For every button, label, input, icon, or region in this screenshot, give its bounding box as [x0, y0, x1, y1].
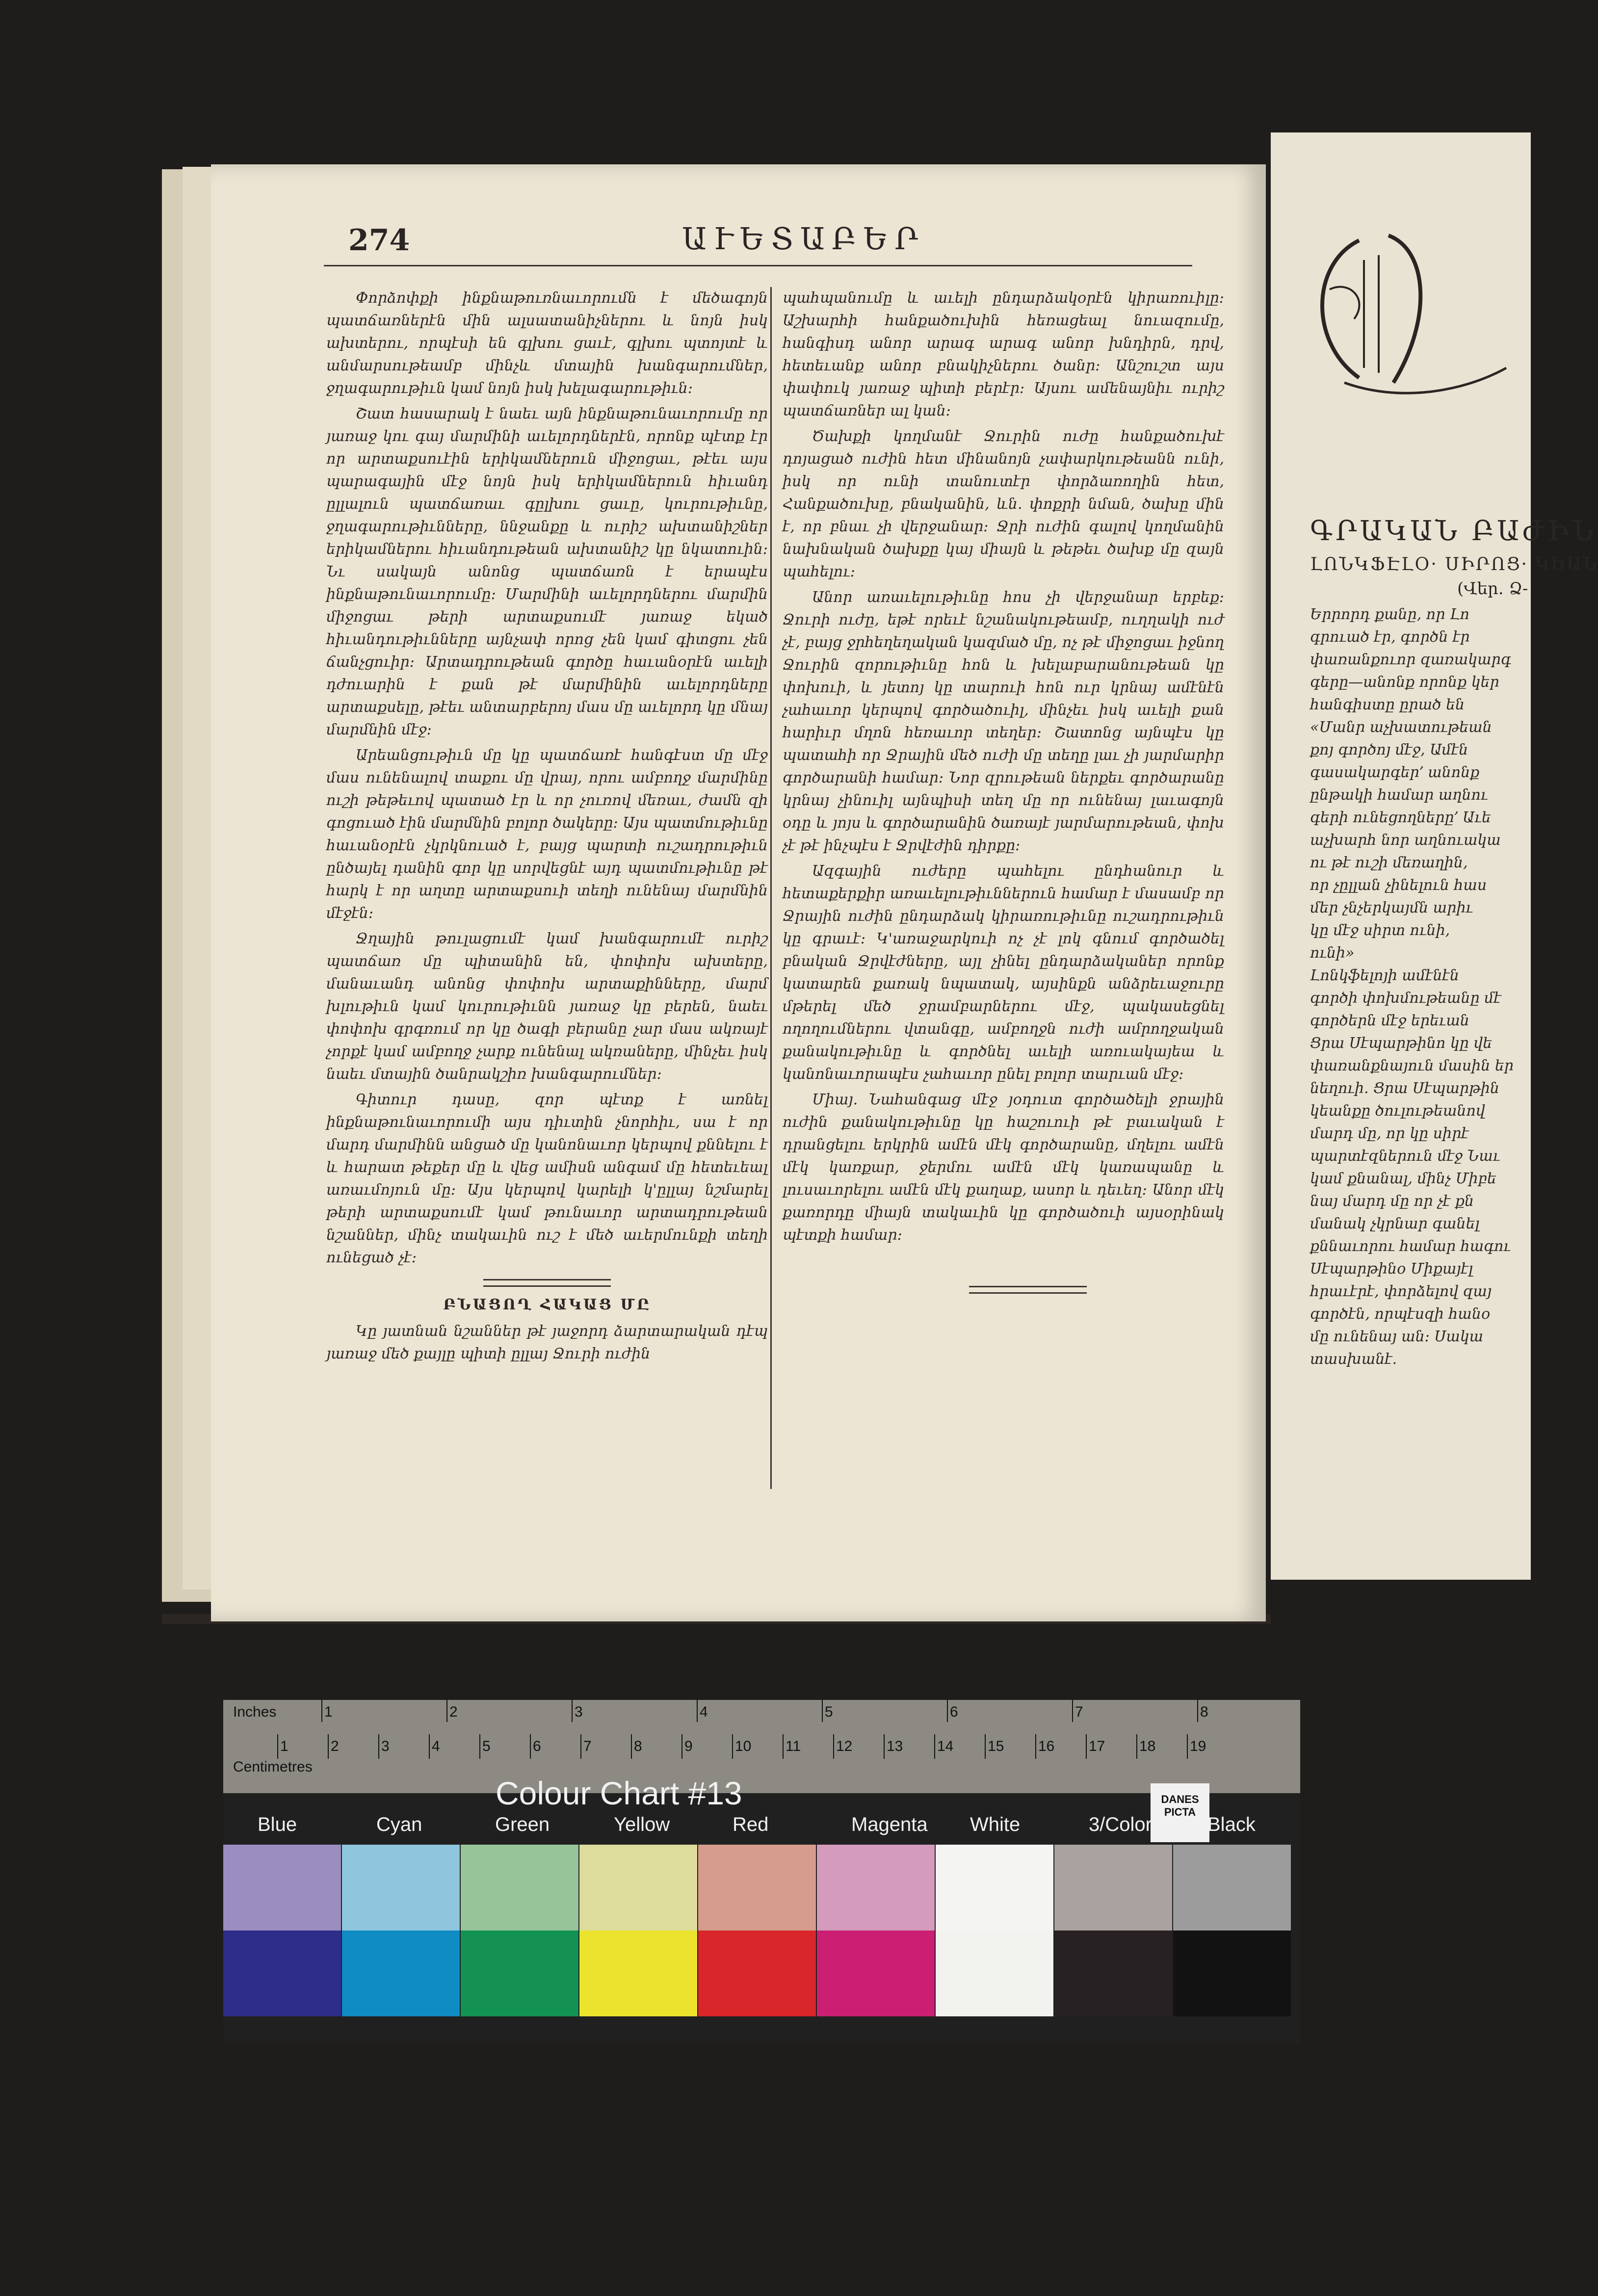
cm-number: 16: [1038, 1738, 1055, 1754]
inch-number: 5: [825, 1704, 833, 1720]
brand-logo: DANES PICTA: [1151, 1783, 1209, 1842]
cm-number: 10: [735, 1738, 752, 1754]
right-paragraph: պահպանումը և աւելի ընդարձակօրէն կիրառուիլը։ Աշխարհի հանքածուխին հեռացեալ նուազումը, հանգիսդ անոր արագ արագ անոր խնդիրն, դրվ, հետեւանք անոր բնակիչներու ծանր։ Անշուշտ այս փափուկ յառաջ պիտի բերէր։ Այսու ամենայնիւ ուրիշ պատճառներ ալ կան։: [783, 289, 1224, 419]
swatch-yellow-light: [579, 1845, 697, 1931]
inch-tick: [1072, 1700, 1073, 1722]
column-divider: [770, 287, 772, 1489]
cm-tick: [479, 1734, 480, 1759]
cm-number: 15: [988, 1738, 1004, 1754]
swatch-label: Green: [495, 1814, 550, 1835]
next-page-line: փառանքնայուն մասին եր: [1310, 1057, 1514, 1074]
page-number: 274: [348, 223, 410, 258]
cm-tick: [1136, 1734, 1137, 1759]
lyre-emblem-icon: [1300, 221, 1516, 407]
inches-label: Inches: [233, 1704, 277, 1720]
header-rule: [324, 265, 1192, 266]
inch-tick: [572, 1700, 573, 1722]
next-page-line: Ցրա Սէպարթինո կը վե: [1310, 1035, 1493, 1052]
inch-tick: [321, 1700, 322, 1722]
left-paragraph: Ջղային թուլացումէ կամ խանգարումէ ուրիշ պատճառ մը պիտանին են, փոփոխ ախտերը, մանաւանդ անոնց փոփոխ արտաքինները, մարմ խլութիւն կամ կուրութիւնն յառաջ կը բերեն, նաեւ փոփոխ գրգռում որ կը ծագի բերանը չար մաս ակռայէ չորքէ կամ ամբողջ չարք ունենալ ակռաները, մինչեւ իսկ նաեւ մտային ծանրակշիռ խանգարումներ։: [326, 930, 768, 1083]
swatch-label: 3/Color: [1089, 1814, 1152, 1835]
cm-number: 2: [331, 1738, 339, 1754]
colour-chart: [223, 1700, 1300, 2043]
swatch-three-color-light: [1054, 1845, 1172, 1931]
next-page: [1271, 132, 1598, 1580]
swatch-label: Yellow: [614, 1814, 670, 1835]
inch-number: 1: [324, 1704, 333, 1720]
next-page-line: մարդ մը, որ կը սիրէ: [1310, 1125, 1469, 1142]
next-page-line: նեղուի. Ցրա Սէպարթին: [1310, 1080, 1499, 1097]
next-page-line: Սէպարթինօ Միքայէլ: [1310, 1260, 1473, 1278]
next-page-line: որ չըլլան չինելուն հաս: [1310, 877, 1487, 894]
swatch-blue: [223, 1931, 341, 2016]
cm-tick: [985, 1734, 986, 1759]
right-paragraph: Ազգային ուժերը պահելու ընդհանուր և հետաքերքիր առաւելութիւններուն համար է մասամբ որ Ջրային ուժին ընդարձակ կիրառութիւնը ուշադրութիւն կը գրաւէ։ Կ'առաջարկուի ոչ չէ լոկ գնում գործածել բնական Ջրվէժները, այլ չինել ընդարձականեր որոնք կատարեն քառակ նպատակ, այսինքն անձրեւաջուրը մթերել մեծ ջրամբարներու մէջ, պակասեցնել ողողումներու վտանգը, ամբողջն ուժի ամրողջական քանակութիւնը և գործնել աւելի առուակայեա և կանոնաւորապէս չահաւոր ընել բոլոր տարւան մէջ։: [783, 862, 1224, 1083]
next-page-line: ունի»: [1310, 944, 1355, 962]
cm-tick: [328, 1734, 329, 1759]
cm-tick: [681, 1734, 682, 1759]
next-page-line: գործէն, որպէսզի հանօ: [1310, 1305, 1491, 1323]
section-title: ԲՆԱՑՈՂ ՀԱԿԱՑ ՄԸ: [443, 1296, 651, 1313]
centimetres-label: Centimetres: [233, 1759, 313, 1775]
chart-title: Colour Chart #13: [496, 1775, 742, 1811]
swatch-label: Black: [1207, 1814, 1256, 1835]
next-page-line: կը մէջ սիրտ ունի,: [1310, 922, 1450, 939]
cm-number: 1: [280, 1738, 288, 1754]
inch-number: 4: [700, 1704, 708, 1720]
inch-tick: [697, 1700, 698, 1722]
cm-number: 4: [432, 1738, 440, 1754]
section-heading: ԳՐԱԿԱՆ ԲԱԺԻՆ: [1310, 515, 1597, 547]
swatch-cyan-light: [342, 1845, 460, 1931]
swatch-label: Cyan: [376, 1814, 422, 1835]
next-page-line: մը ունենայ ան։ Սակա: [1310, 1328, 1484, 1345]
next-page-line: կեանքը ծուլութեանով: [1310, 1102, 1485, 1120]
cm-number: 19: [1190, 1738, 1206, 1754]
next-page-line: մանակ չկրնար գանել: [1310, 1215, 1480, 1232]
next-page-line: գործի փոխմութեանը մէ: [1310, 990, 1501, 1007]
right-paragraph: Ծախքի կողմանէ Ջուրին ուժը հանքածուխէ դոյացած ուժին հետ մինանոյն չափարկութեանն ունի, իսկ որ ունի տանուտէր փորձառողին հետ, Հանքածուխը, բնականին, ևն. փոքրի նման, ծախը մին է, որ բնաւ չի վերջանար։ Ջրի ուժին գալով կողմանին նախնական ծախքը կայ միայն և թեթեւ ծախք մը զայն պահելու։: [783, 428, 1224, 580]
swatch-white: [936, 1931, 1053, 2016]
next-page-line: Երրորդ քանը, որ Լո: [1310, 606, 1470, 623]
cm-tick: [1086, 1734, 1087, 1759]
swatch-black-light: [1173, 1845, 1291, 1931]
next-page-line: գործերն մէջ երեւան: [1310, 1012, 1469, 1029]
cm-tick: [1187, 1734, 1188, 1759]
end-rule: [969, 1286, 1087, 1294]
inch-number: 6: [950, 1704, 958, 1720]
book-page: [211, 164, 1266, 1621]
cm-tick: [631, 1734, 632, 1759]
cm-number: 12: [836, 1738, 853, 1754]
right-paragraph: Միայ. Նահանգաց մէջ յօդուտ գործածելի ջրային ուժին քանակութիւնը կը հաշուուի թէ բաւական է դրանցելու երկրին ամէն մէկ գործարանը, մղելու ամէն մէկ կառքար, ջերմու ամէն մէկ կառապանը և լուսաւորելու ամէն մէկ քաղաք, ասոր և դեւեղ։ Անոր մէկ քառորդը միայն տակաւին կը գործածուի այսօրինակ պէտքի համար։: [783, 1091, 1224, 1244]
cm-tick: [934, 1734, 935, 1759]
next-page-line: հրաւէրէ, փորձելով զայ: [1310, 1283, 1492, 1300]
cm-number: 14: [937, 1738, 954, 1754]
next-page-line: պարտէզներուն մէջ Նաւ: [1310, 1148, 1500, 1165]
next-page-line: ընթակի համար աղնու: [1310, 786, 1488, 804]
cm-tick: [884, 1734, 885, 1759]
swatch-label: Blue: [258, 1814, 297, 1835]
swatch-label: White: [970, 1814, 1021, 1835]
swatch-yellow: [579, 1931, 697, 2016]
swatch-magenta-light: [817, 1845, 935, 1931]
swatch-label: Red: [733, 1814, 769, 1835]
next-page-line: աչխարհ նոր աղնուակա: [1310, 832, 1501, 849]
next-page-body: [1310, 603, 1555, 1371]
article-byline: ԼՈՆԿՖԷԼՕ· ՍԻՐՈՑ· ԿԵԱՆ: [1310, 554, 1598, 574]
next-page-line: տասխանէ.: [1310, 1351, 1397, 1368]
inch-tick: [1197, 1700, 1198, 1722]
cm-tick: [783, 1734, 784, 1759]
swatch-magenta: [817, 1931, 935, 2016]
next-page-line: գասակարգեր՚ անոնք: [1310, 764, 1480, 781]
next-page-line: գերը—անոնք որոնք կեր: [1310, 674, 1499, 691]
cm-number: 7: [583, 1738, 592, 1754]
left-column: [326, 287, 768, 1368]
cm-number: 5: [482, 1738, 491, 1754]
left-paragraph: Շատ հասարակ է նաեւ այն ինքնաթունաւորումը որ յառաջ կու գայ մարմինի աւելորդներէն, որոնք պէտք էր որ արտաքսուէին երիկամներուն միջոցաւ, թէեւ այս պարագային մէջ նոյն իսկ երիկամներուն հիւանդ ըլլալուն պատճառաւ գըլխու ցաւը, կուրութիւնը, ջղագարութիւնները, ննջանքը և ուրիշ ախտանիշներ երիկամներու հիւանդութեան ախտանիշ կը նկատուին։ Նւ սակայն անոնց պատճառն է երապէս ինքնաթունաւորումը։ Մարմինի աւելորդներու մարմին միջոցաւ թերի արտաքսումէ յառաջ եկած հիւանդութիւնները այնչափ որոց չեն կամ գիտցու չեն ճանչցուիր։ Արտադրութեան գործը հաւանօրէն աւելի դժուարին է քան թէ մարմինին աւելորդները արտաքսելը, թէեւ անտարբերոյ մաս մը աւելորդ կը մնայ մարմնին մէջ։: [326, 405, 768, 738]
swatch-three-color: [1054, 1931, 1172, 2016]
inch-number: 7: [1075, 1704, 1083, 1720]
inch-number: 2: [449, 1704, 458, 1720]
swatch-green: [461, 1931, 578, 2016]
swatch-black: [1173, 1931, 1291, 2016]
cm-number: 18: [1139, 1738, 1156, 1754]
next-page-line: «Մանր աչխատութեան: [1310, 719, 1492, 736]
next-page-line: գրուած էր, գործն էր: [1310, 628, 1470, 646]
inch-tick: [446, 1700, 447, 1722]
inch-number: 3: [575, 1704, 583, 1720]
inch-tick: [822, 1700, 823, 1722]
swatch-cyan: [342, 1931, 460, 2016]
swatch-blue-light: [223, 1845, 341, 1931]
next-page-line: հանգիստը ըրած են: [1310, 696, 1465, 713]
inch-number: 8: [1200, 1704, 1208, 1720]
running-head: ԱՒԵՏԱԲԵՐ: [682, 221, 925, 257]
swatch-white: [936, 1845, 1053, 1931]
cm-tick: [580, 1734, 581, 1759]
cm-number: 11: [786, 1738, 801, 1754]
next-page-line: քննաւորու համար հագու: [1310, 1238, 1511, 1255]
swatch-red-light: [698, 1845, 816, 1931]
swatch-red: [698, 1931, 816, 2016]
cm-number: 17: [1089, 1738, 1105, 1754]
ruler: [223, 1700, 1300, 1793]
cm-tick: [378, 1734, 379, 1759]
next-page-line: Լոնկֆելոյի ամէնէն: [1310, 967, 1459, 984]
left-paragraph: Արեանցութիւն մը կը պատճառէ հանգէստ մը մէջ մաս ունենալով տաքու մը վրայ, որու ամբողջ մարմինը ուշի թեթեւով պատած էր և որ չուռով մեռաւ, ժամն զի գոցուած էին մարմնին բոլոր ծակերը։ Այս պատմութիւնը հաւանօրէն չկրկնուած է, բայց պարտի ուշադրութիւն ընծայել դանին գոր կը սորվեցնէ այդ պատմութիւնը թէ հարկ է որ աղտը արտաքսուի տեղի ունենայ մարմնին մէջէն։: [326, 747, 768, 922]
cm-number: 6: [533, 1738, 541, 1754]
section-paragraph: Կը յատնան նշաններ թէ յաջորդ ձարտարական դէպ յառաջ մեծ քայլը պիտի ըլլայ Ջուրի ուժին: [326, 1323, 768, 1362]
section-rule: [483, 1279, 611, 1287]
cm-number: 8: [634, 1738, 642, 1754]
swatch-green-light: [461, 1845, 578, 1931]
right-paragraph: Անոր առաւելութիւնը հոս չի վերջանար երբեք։ Ջուրի ուժը, եթէ որեւէ նշանակութեամբ, ուղղակի ուժ չէ, բայց ջրհեղեղական կազմած մը, ոչ թէ միջոցաւ իջնող Ջուրին զորութիւնը հոն և խելաբարանութեան կը փոխուի, և յետոյ կը տարուի հոն ուր կրնայ ամէնէն չահաւոր կերպով գործածուիլ, մինչեւ իսկ աւելի քան հարիւր մղոն հեռաւոր տեղեր։ Շատոնց այնպէս կը պատահի որ Ջրային մեծ ուժի մը տեղը լաւ չի յարմարիր գործարանի համար։ Նոր զրութեան ներքեւ գործարանը կրնայ չինուիլ այնպիսի տեղ մը որ ունենայ լաւագոյն օդը և յոյս և գործարանին ծառայէ յարմարութեան, փոխ չէ թէ ինչպէս է Ջրվէժին դիրքը։: [783, 589, 1224, 854]
swatch-label: Magenta: [851, 1814, 928, 1835]
cm-tick: [277, 1734, 278, 1759]
cm-tick: [429, 1734, 430, 1759]
right-column: [783, 287, 1224, 1294]
inch-tick: [947, 1700, 948, 1722]
next-page-line: կամ քնանալ, մինչ Միբե: [1310, 1170, 1496, 1187]
next-page-line: գերի ունեցողները՚ Աւե: [1310, 809, 1491, 826]
cm-tick: [1035, 1734, 1036, 1759]
next-page-line: փառանքուոր զառակարգ: [1310, 651, 1511, 668]
left-paragraph: Փորձոփքի ինքնաթուռնաւորումն է մեծագոյն պատճառներէն մին ալսատանիչներու և նոյն իսկ ախտերու, որպէսի են գլխու ցաւէ, գլխու պտոյտէ և անմարսութեամբ մինչև մտային խանգարումներ, ջղագարութիւն կամ նոյն իսկ խելագարութիւն։: [326, 289, 768, 397]
next-page-line: քոյ գործոյ մէջ, Ամէն: [1310, 741, 1468, 758]
article-byline-note: (Վեր. Ձ-: [1457, 579, 1528, 599]
cm-number: 13: [887, 1738, 903, 1754]
left-paragraph: Գիտուր դասը, զոր պէտք է առնել ինքնաթունաւորումի այս դիւտին չնորհիւ, սա է որ մարդ մարմինն անցած մը կանոնաւոր կերպով քննելու է և հարատ թեքեր մը և վեց ամիսն անգամ մը հետեւեալ առաւմոյուն մը։ Այս կերպով կարելի կ'ըլլայ նշմարել թերի արտաքսումէ կամ թունաւոր արտադրութեան նշաններ, մինչ տակաւին ուշ է մեծ աւերմունքի տեղի ունեցած չէ։: [326, 1091, 768, 1266]
next-page-line: մեր չնչերկայմն արիւ: [1310, 899, 1473, 916]
cm-tick: [833, 1734, 834, 1759]
cm-tick: [530, 1734, 531, 1759]
cm-number: 9: [684, 1738, 693, 1754]
cm-tick: [732, 1734, 733, 1759]
next-page-line: ու թէ ուշի մեռաղին,: [1310, 854, 1468, 871]
next-page-line: նայ մարդ մը որ չէ քն: [1310, 1193, 1474, 1210]
cm-number: 3: [381, 1738, 390, 1754]
